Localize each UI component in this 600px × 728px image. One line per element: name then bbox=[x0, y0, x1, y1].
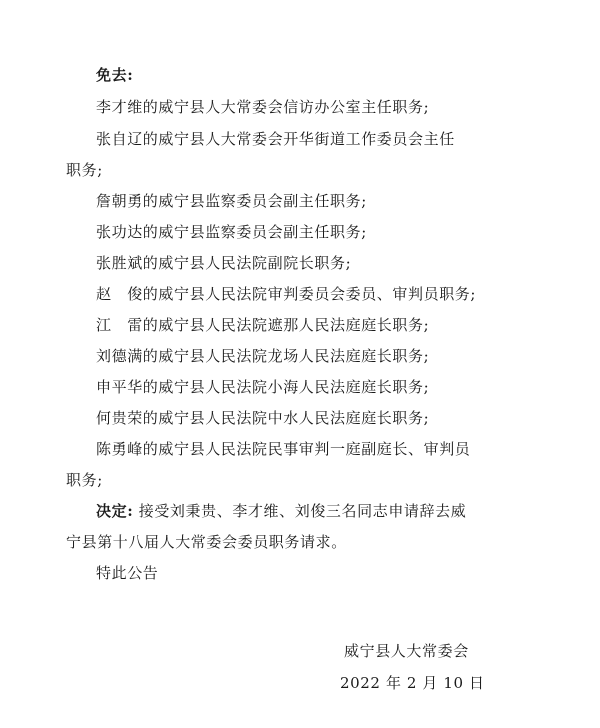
decision-label: 决定: bbox=[96, 502, 134, 520]
dismissal-item: 何贵荣的威宁县人民法院中水人民法庭庭长职务; bbox=[96, 409, 430, 427]
decision-text-continued: 宁县第十八届人大常委会委员职务请求。 bbox=[66, 533, 347, 551]
dismissal-item: 张功达的威宁县监察委员会副主任职务; bbox=[96, 223, 367, 241]
signature-organization: 威宁县人大常委会 bbox=[344, 642, 469, 660]
dismissal-item-continued: 职务; bbox=[66, 161, 103, 179]
dismissal-item: 刘德满的威宁县人民法院龙场人民法庭庭长职务; bbox=[96, 347, 430, 365]
dismissal-item: 赵 俊的威宁县人民法院审判委员会委员、审判员职务; bbox=[96, 285, 477, 303]
dismiss-heading: 免去: bbox=[96, 66, 134, 84]
dismissal-item: 詹朝勇的威宁县监察委员会副主任职务; bbox=[96, 192, 367, 210]
dismissal-item: 陈勇峰的威宁县人民法院民事审判一庭副庭长、审判员 bbox=[96, 440, 471, 458]
dismissal-item: 张胜斌的威宁县人民法院副院长职务; bbox=[96, 254, 352, 272]
dismissal-item: 张自辽的威宁县人大常委会开华街道工作委员会主任 bbox=[96, 130, 455, 148]
signature-date: 2022 年 2 月 10 日 bbox=[340, 674, 485, 692]
dismissal-item: 申平华的威宁县人民法院小海人民法庭庭长职务; bbox=[96, 378, 430, 396]
dismissal-item: 江 雷的威宁县人民法院遮那人民法庭庭长职务; bbox=[96, 316, 430, 334]
dismissal-item-continued: 职务; bbox=[66, 471, 103, 489]
dismissal-item: 李才维的威宁县人大常委会信访办公室主任职务; bbox=[96, 98, 430, 116]
decision-paragraph bbox=[96, 500, 466, 521]
closing-statement: 特此公告 bbox=[96, 564, 159, 582]
decision-text: 接受刘秉贵、李才维、刘俊三名同志申请辞去威 bbox=[138, 502, 467, 520]
